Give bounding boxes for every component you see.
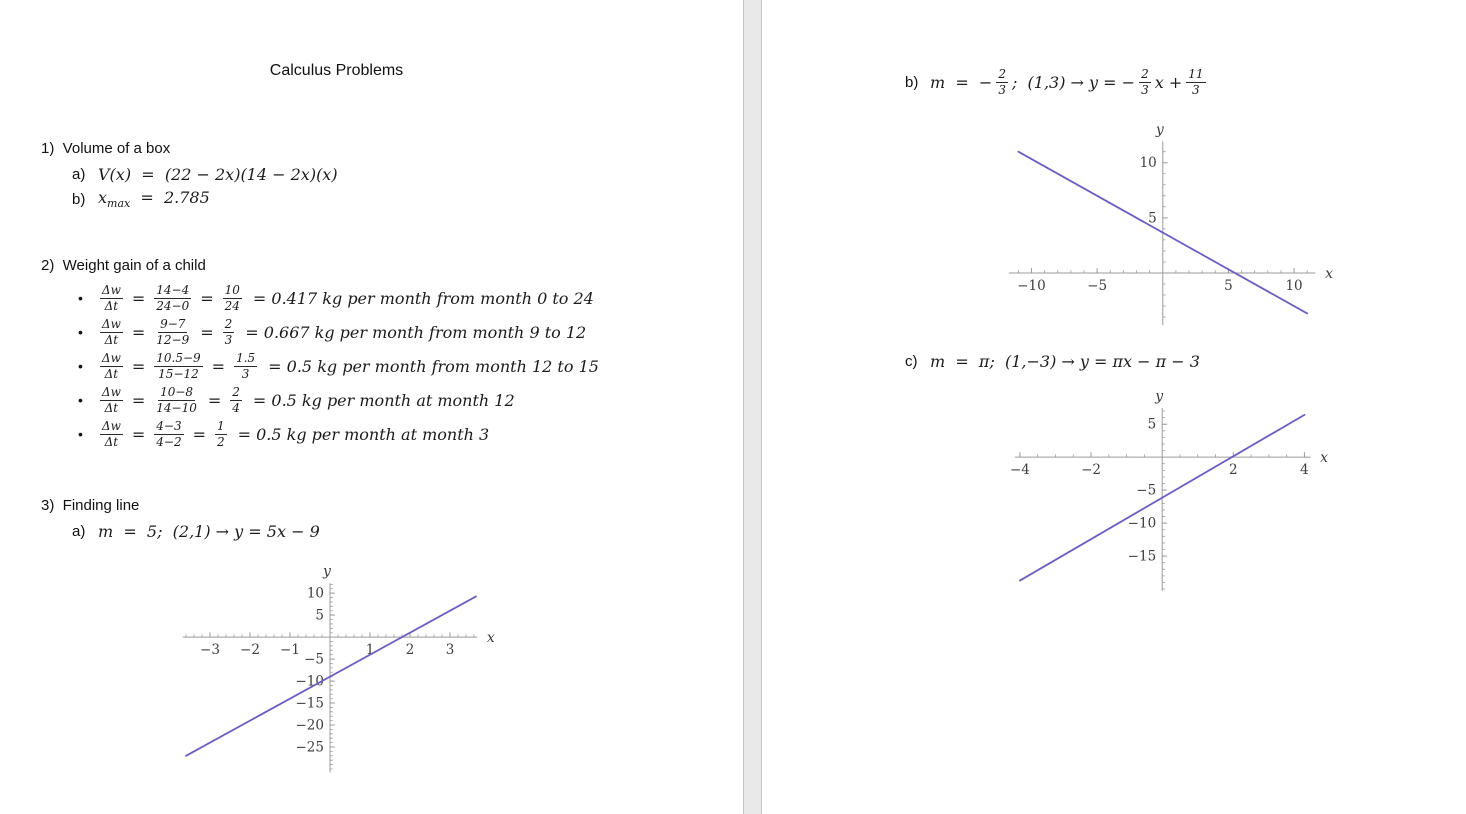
svg-text:y: y [1155, 121, 1164, 138]
equals-sign: = [200, 288, 214, 308]
svg-text:−2: −2 [240, 642, 260, 659]
equation-line-b-x: x + [1154, 72, 1183, 92]
equation-line-a: m = 5; (2,1) → y = 5x − 9 [98, 521, 320, 541]
problem-1a [72, 163, 338, 185]
fraction-dw-dt: $\frac{\Delta w}{\Delta t}$ [101, 419, 121, 449]
svg-text:4: 4 [1300, 462, 1309, 479]
problem-1b [72, 188, 210, 210]
fraction-reduced: $\frac{2}{4}$ [232, 385, 240, 415]
bullet-rate-month-3 [78, 417, 599, 451]
equals-sign: = [131, 390, 146, 410]
rate-result: = 0.667 kg per month from month 9 to 12 [245, 322, 587, 342]
equation-xmax [98, 188, 210, 210]
svg-text:1: 1 [365, 642, 375, 659]
bullet-icon: • [78, 426, 83, 442]
item-label: a) [72, 165, 86, 183]
svg-text:−25: −25 [295, 739, 324, 756]
fraction-difference: $\frac{14-4}{24-0}$ [156, 283, 190, 313]
svg-text:y: y [323, 563, 331, 580]
rate-result: = 0.5 kg per month at month 3 [237, 424, 490, 444]
rate-result: = 0.417 kg per month from month 0 to 24 [252, 288, 594, 308]
bullet-rate-month-12 [78, 383, 599, 417]
svg-text:−3: −3 [200, 642, 220, 659]
svg-text:−10: −10 [1017, 277, 1046, 294]
equation-line-b-mid: ; (1,3) → y = − [1011, 72, 1136, 92]
graph-3a-plot [178, 558, 498, 776]
document-title: Calculus Problems [269, 62, 404, 79]
svg-text:x: x [1320, 450, 1329, 467]
rate-result: = 0.5 kg per month at month 12 [252, 390, 515, 410]
equals-sign: = [131, 288, 146, 308]
fraction-reduced: $\frac{1}{2}$ [216, 419, 225, 449]
graph-3b-plot [1000, 112, 1340, 327]
item-label: a) [72, 522, 86, 540]
svg-text:x: x [486, 630, 495, 647]
problem-2-heading: 2) Weight gain of a child [41, 257, 206, 274]
svg-text:−5: −5 [304, 651, 324, 668]
equals-sign: = [192, 424, 206, 444]
svg-text:−15: −15 [295, 695, 324, 712]
fraction-reduced: $\frac{10}{24}$ [224, 283, 240, 313]
problem-3b [905, 64, 1210, 100]
svg-text:5: 5 [1148, 210, 1157, 227]
bullet-rate-0-24 [78, 281, 599, 315]
fraction-two-thirds: $\frac{2}{3}$ [998, 67, 1006, 97]
fraction-difference: $\frac{4-3}{4-2}$ [156, 419, 182, 449]
item-label: b) [72, 190, 86, 208]
fraction-difference: $\frac{10-8}{14-10}$ [156, 385, 197, 415]
svg-text:10: 10 [1285, 277, 1303, 294]
svg-text:2: 2 [1229, 462, 1238, 479]
slope-b: m = − [930, 72, 993, 92]
equals-sign: = [131, 322, 146, 342]
item-label: c) [905, 352, 918, 370]
problem-3-heading: 3) Finding line [41, 497, 140, 514]
variable-x: x [98, 187, 108, 207]
subscript-max: max [107, 197, 131, 211]
fraction-dw-dt: $\frac{\Delta w}{\Delta t}$ [101, 351, 121, 381]
svg-text:10: 10 [1139, 155, 1157, 172]
fraction-reduced: $\frac{1.5}{3}$ [236, 351, 256, 381]
equals-sign: = [200, 322, 214, 342]
equals-sign: = [131, 356, 146, 376]
bullet-icon: • [78, 324, 83, 340]
fraction-dw-dt: $\frac{\Delta w}{\Delta t}$ [101, 385, 121, 415]
fraction-difference: $\frac{10.5-9}{15-12}$ [156, 351, 201, 381]
problem-2-bullets [78, 281, 599, 451]
svg-text:−5: −5 [1087, 277, 1108, 294]
svg-text:−15: −15 [1127, 548, 1157, 565]
value-xmax: = 2.785 [130, 187, 210, 207]
svg-text:10: 10 [306, 585, 324, 602]
fraction-difference: $\frac{9-7}{12-9}$ [156, 317, 190, 347]
svg-text:5: 5 [1147, 416, 1157, 433]
equation-volume: V(x) = (22 − 2x)(14 − 2x)(x) [98, 164, 338, 184]
svg-text:−2: −2 [1081, 462, 1101, 479]
problem-3a [72, 520, 320, 542]
rate-result: = 0.5 kg per month from month 12 to 15 [268, 356, 599, 376]
fraction-dw-dt: $\frac{\Delta w}{\Delta t}$ [101, 317, 121, 347]
svg-text:−10: −10 [295, 673, 324, 690]
svg-text:5: 5 [315, 607, 324, 624]
item-label: b) [905, 73, 919, 91]
bullet-icon: • [78, 290, 83, 306]
svg-text:−20: −20 [295, 717, 324, 734]
equals-sign: = [131, 424, 146, 444]
equals-sign: = [207, 390, 222, 410]
svg-text:x: x [1325, 265, 1334, 282]
fraction-reduced: $\frac{2}{3}$ [224, 317, 233, 347]
fraction-two-thirds: $\frac{2}{3}$ [1141, 67, 1149, 97]
equation-line-c: m = π; (1,−3) → y = πx − π − 3 [930, 351, 1200, 371]
equals-sign: = [211, 356, 226, 376]
bullet-icon: • [78, 358, 83, 374]
problem-3c [905, 350, 1200, 372]
fraction-eleven-thirds: $\frac{11}{3}$ [1188, 67, 1204, 97]
page-2 [762, 0, 1466, 814]
graph-3c-plot [1000, 382, 1340, 597]
svg-text:2: 2 [405, 642, 415, 659]
fraction-dw-dt: $\frac{\Delta w}{\Delta t}$ [101, 283, 121, 313]
svg-text:y: y [1155, 388, 1164, 405]
svg-text:−4: −4 [1009, 462, 1030, 479]
svg-text:−5: −5 [1136, 482, 1157, 499]
svg-text:5: 5 [1224, 277, 1233, 294]
svg-text:−10: −10 [1127, 515, 1157, 532]
svg-text:3: 3 [445, 642, 455, 659]
page-separator [743, 0, 762, 814]
problem-1-heading: 1) Volume of a box [41, 140, 171, 157]
bullet-rate-9-12 [78, 315, 599, 349]
svg-text:−1: −1 [280, 642, 300, 659]
bullet-icon: • [78, 392, 83, 408]
bullet-rate-12-15 [78, 349, 599, 383]
